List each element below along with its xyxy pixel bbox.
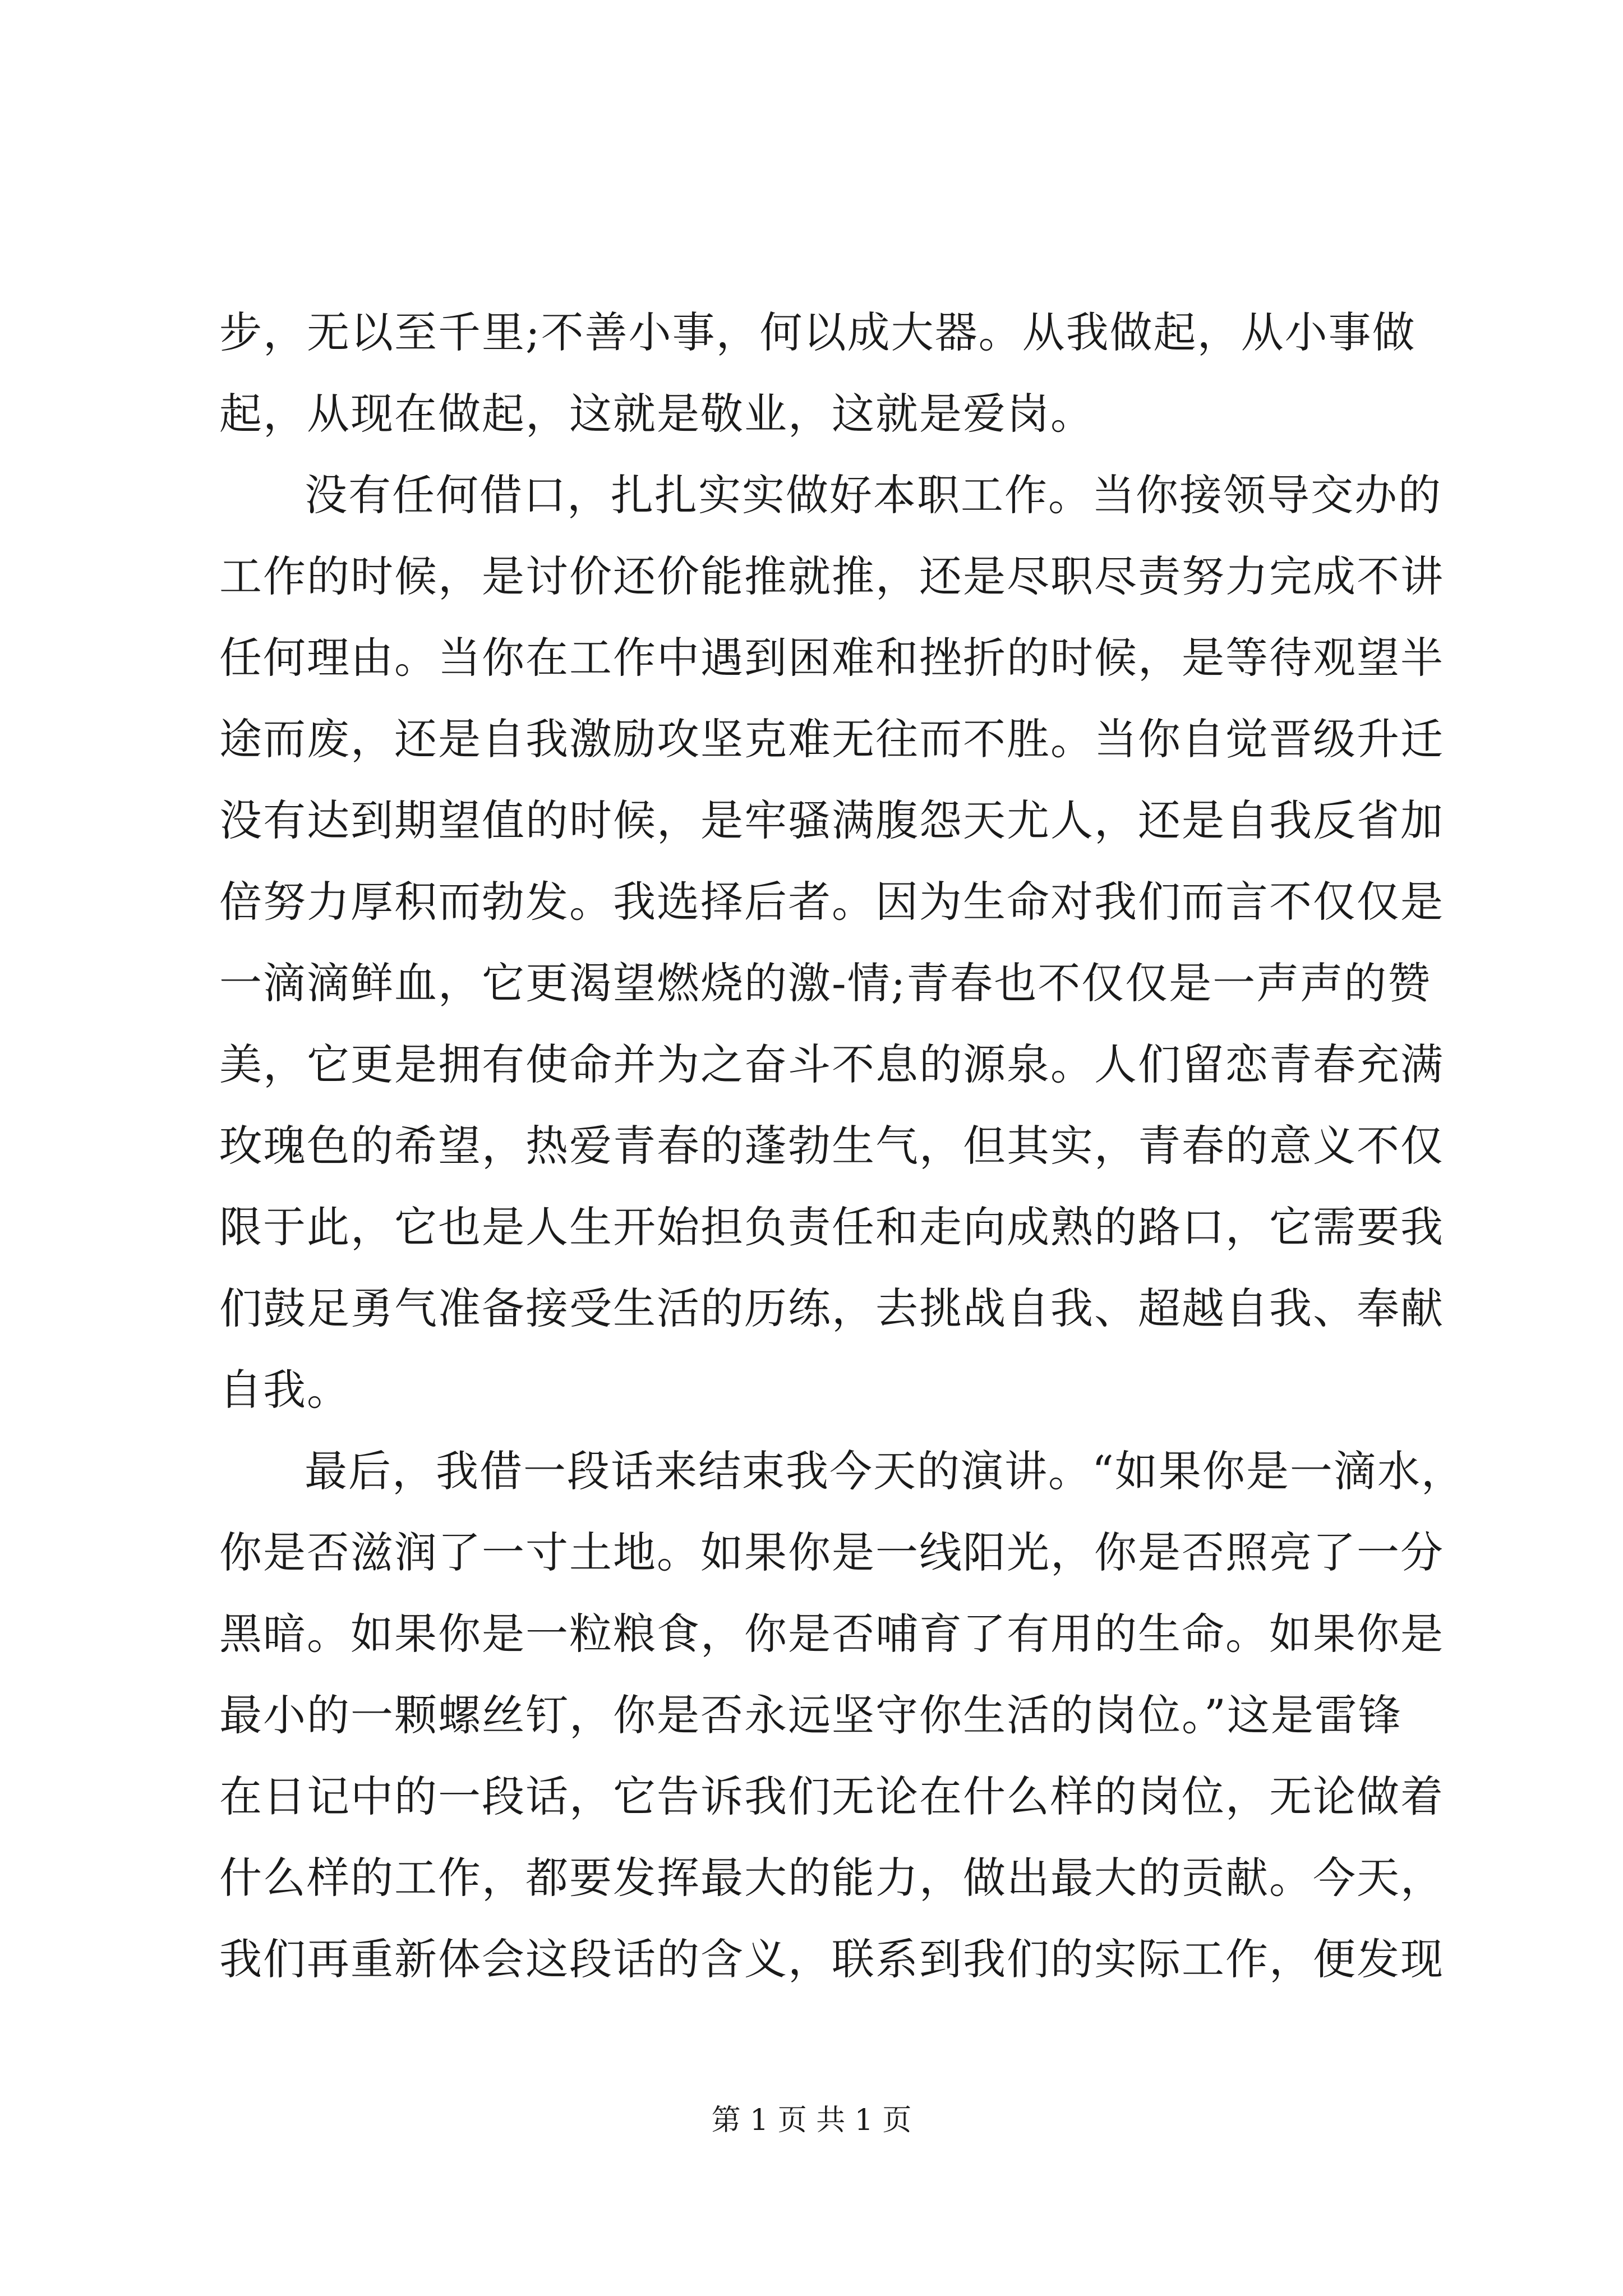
text-line: 黑暗。如果你是一粒粮食，你是否哺育了有用的生命。如果你是 bbox=[219, 1609, 1444, 1659]
text-line: 限于此，它也是人生开始担负责任和走向成熟的路口，它需要我 bbox=[219, 1202, 1444, 1252]
text-line: 玫瑰色的希望，热爱青春的蓬勃生气，但其实，青春的意义不仅 bbox=[219, 1121, 1444, 1171]
text-line: 们鼓足勇气准备接受生活的历练，去挑战自我、超越自我、奉献 bbox=[219, 1283, 1444, 1333]
text-line: 工作的时候，是讨价还价能推就推，还是尽职尽责努力完成不讲 bbox=[219, 551, 1444, 601]
text-line: 最小的一颗螺丝钉，你是否永远坚守你生活的岗位。”这是雷锋 bbox=[219, 1690, 1402, 1740]
page-number-label: 第 1 页 共 1 页 bbox=[711, 2104, 912, 2137]
text-line: 步，无以至千里;不善小事，何以成大器。从我做起，从小事做 bbox=[219, 307, 1416, 357]
text-line: 途而废，还是自我激励攻坚克难无往而不胜。当你自觉晋级升迁 bbox=[219, 714, 1444, 764]
text-line: 没有任何借口，扎扎实实做好本职工作。当你接领导交办的 bbox=[305, 470, 1442, 520]
text-line: 什么样的工作，都要发挥最大的能力，做出最大的贡献。今天， bbox=[219, 1853, 1444, 1903]
text-line: 我们再重新体会这段话的含义，联系到我们的实际工作，便发现 bbox=[219, 1934, 1444, 1984]
text-line: 你是否滋润了一寸土地。如果你是一线阳光，你是否照亮了一分 bbox=[219, 1527, 1444, 1577]
text-line: 最后，我借一段话来结束我今天的演讲。“如果你是一滴水， bbox=[305, 1446, 1465, 1496]
text-line: 倍努力厚积而勃发。我选择后者。因为生命对我们而言不仅仅是 bbox=[219, 877, 1444, 927]
text-line: 在日记中的一段话，它告诉我们无论在什么样的岗位，无论做着 bbox=[219, 1772, 1444, 1821]
text-line: 没有达到期望值的时候，是牢骚满腹怨天尤人，还是自我反省加 bbox=[219, 795, 1444, 845]
text-line: 自我。 bbox=[219, 1365, 351, 1415]
text-line: 起，从现在做起，这就是敬业，这就是爱岗。 bbox=[219, 389, 1094, 439]
text-line: 一滴滴鲜血，它更渴望燃烧的激-情;青春也不仅仅是一声声的赞 bbox=[219, 958, 1432, 1008]
text-line: 任何理由。当你在工作中遇到困难和挫折的时候，是等待观望半 bbox=[219, 633, 1444, 683]
page-footer bbox=[0, 2101, 1623, 2140]
text-line: 美，它更是拥有使命并为之奋斗不息的源泉。人们留恋青春充满 bbox=[219, 1039, 1444, 1089]
body-text bbox=[219, 292, 1465, 2000]
